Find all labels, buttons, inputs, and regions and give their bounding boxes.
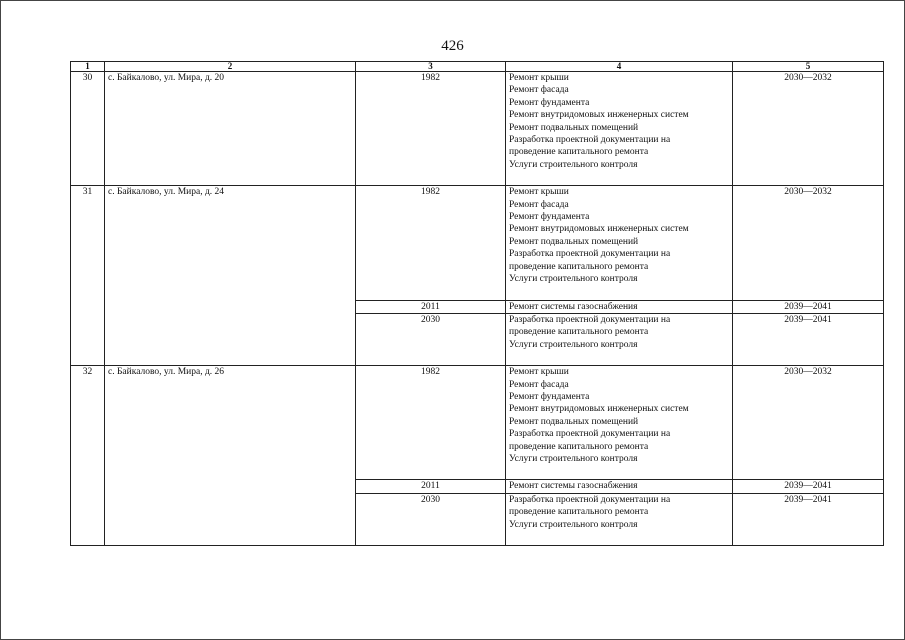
table-row [71,186,884,300]
page-number: 426 [441,38,464,54]
year-cell: 2011 [356,480,506,493]
row-number: 31 [71,186,105,366]
work-item: Разработка проектной документации на [509,249,671,260]
year-cell: 2030 [356,493,506,545]
work-item: Ремонт крыши [509,187,569,198]
work-item: Ремонт подвальных помещений [509,236,639,247]
year-cell: 2030 [356,313,506,365]
cell-spacer [509,465,729,479]
work-item: Ремонт системы газоснабжения [509,481,638,492]
column-header-row [71,62,884,72]
works-list [506,313,733,365]
works-list [506,480,733,493]
column-header: 3 [356,62,506,72]
table-row [71,366,884,480]
repair-schedule-table [70,61,884,546]
period-cell: 2030—2032 [733,186,884,300]
works-list [506,72,733,186]
year-cell: 1982 [356,186,506,300]
work-item: Услуги строительного контроля [509,339,638,350]
period-cell: 2039—2041 [733,480,884,493]
work-item: Разработка проектной документации на [509,494,671,505]
work-item: Ремонт внутридомовых инженерных систем [509,404,689,415]
work-item: Ремонт внутридомовых инженерных систем [509,224,689,235]
work-item: Услуги строительного контроля [509,519,638,530]
work-item: Ремонт фасада [509,379,569,390]
work-item: Ремонт подвальных помещений [509,416,639,427]
works-list [506,366,733,480]
building-address: с. Байкалово, ул. Мира, д. 20 [105,72,356,186]
column-header: 5 [733,62,884,72]
year-cell: 2011 [356,300,506,313]
cell-spacer [509,531,729,545]
works-list [506,186,733,300]
period-cell: 2030—2032 [733,366,884,480]
work-item: Разработка проектной документации на [509,135,671,146]
column-header: 1 [71,62,105,72]
work-item: проведение капитального ремонта [509,261,649,272]
column-header: 2 [105,62,356,72]
building-address: с. Байкалово, ул. Мира, д. 26 [105,366,356,546]
cell-spacer [509,351,729,365]
column-header: 4 [506,62,733,72]
period-cell: 2030—2032 [733,72,884,186]
work-item: Ремонт фундамента [509,212,590,223]
work-item: проведение капитального ремонта [509,327,649,338]
works-list [506,493,733,545]
work-item: Ремонт фасада [509,199,569,210]
period-cell: 2039—2041 [733,313,884,365]
work-item: Ремонт подвальных помещений [509,122,639,133]
work-item: Ремонт фундамента [509,391,590,402]
table-body [71,62,884,546]
work-item: Ремонт внутридомовых инженерных систем [509,110,689,121]
cell-spacer [509,171,729,185]
building-address: с. Байкалово, ул. Мира, д. 24 [105,186,356,366]
work-item: Ремонт системы газоснабжения [509,301,638,312]
work-item: Ремонт крыши [509,367,569,378]
work-item: Услуги строительного контроля [509,274,638,285]
work-item: Разработка проектной документации на [509,314,671,325]
work-item: проведение капитального ремонта [509,147,649,158]
work-item: проведение капитального ремонта [509,507,649,518]
work-item: Услуги строительного контроля [509,453,638,464]
year-cell: 1982 [356,366,506,480]
work-item: Ремонт крыши [509,73,569,83]
row-number: 30 [71,72,105,186]
period-cell: 2039—2041 [733,493,884,545]
work-item: Разработка проектной документации на [509,429,671,440]
cell-spacer [509,286,729,300]
table-row [71,72,884,186]
works-list [506,300,733,313]
row-number: 32 [71,366,105,546]
year-cell: 1982 [356,72,506,186]
work-item: Услуги строительного контроля [509,159,638,170]
work-item: Ремонт фундамента [509,97,590,108]
period-cell: 2039—2041 [733,300,884,313]
work-item: Ремонт фасада [509,85,569,96]
work-item: проведение капитального ремонта [509,441,649,452]
